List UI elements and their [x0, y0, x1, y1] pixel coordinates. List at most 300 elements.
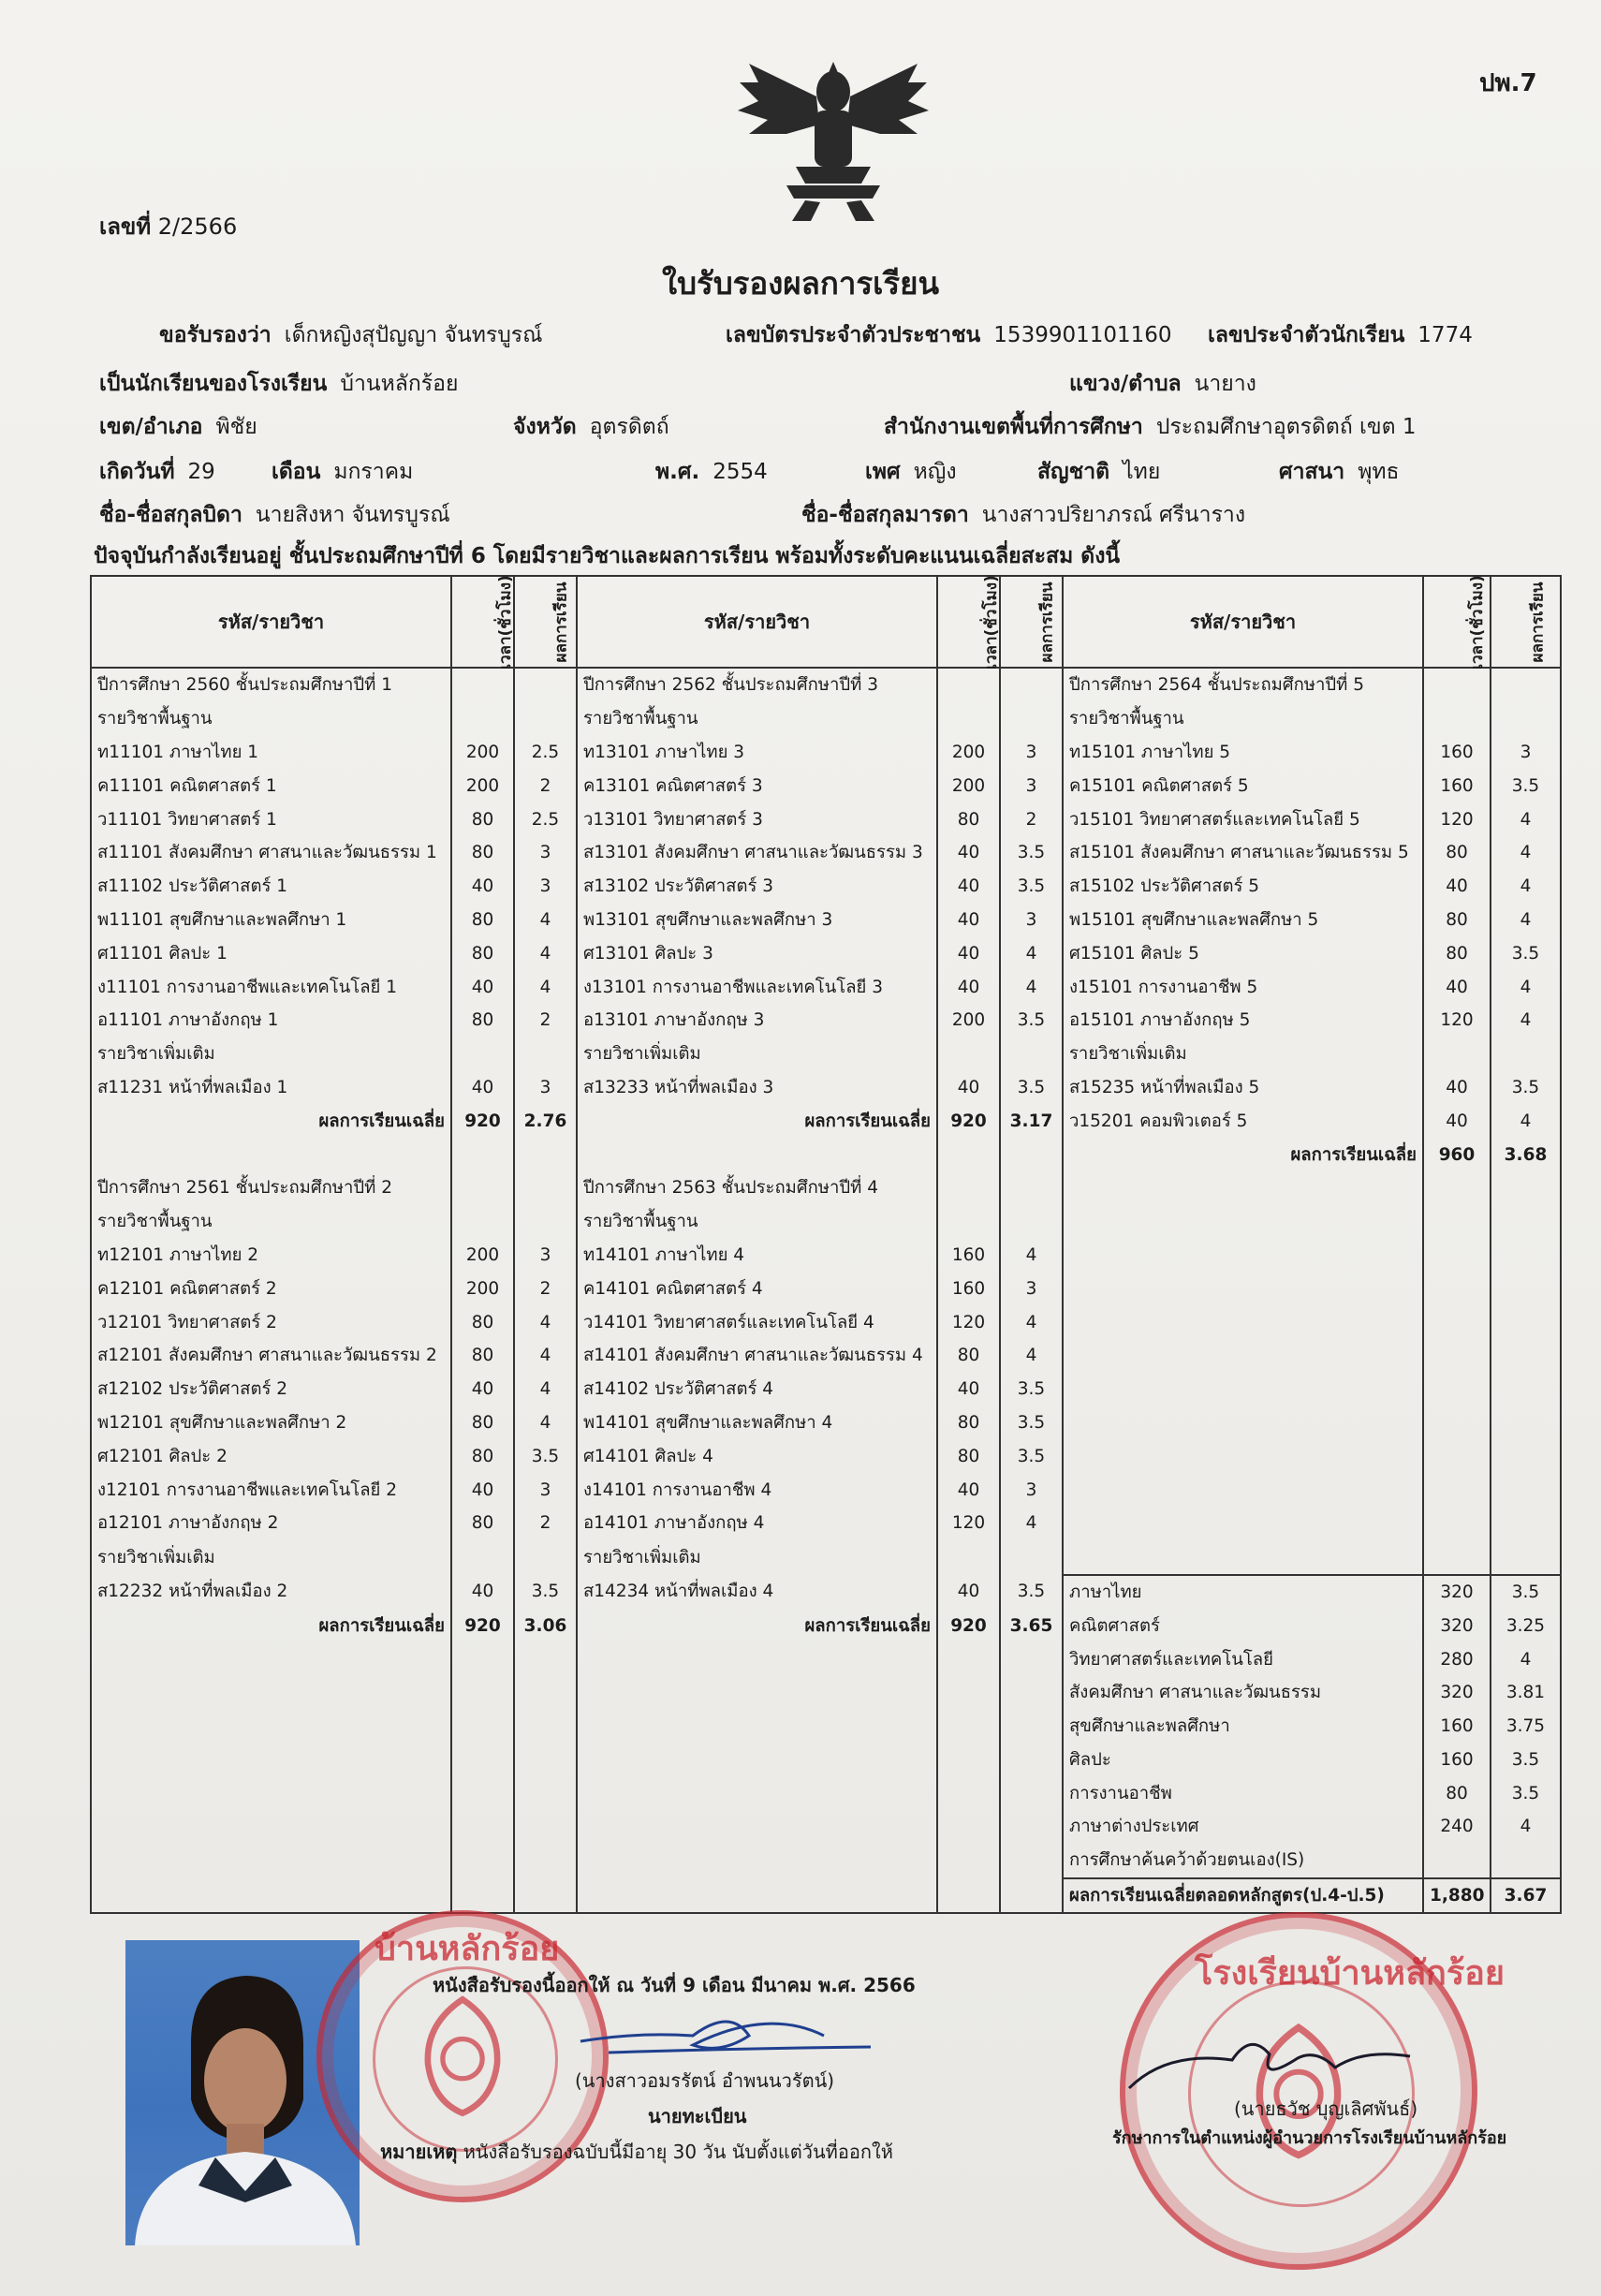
document-number: เลขที่ 2/2566 [99, 213, 238, 240]
hours-cell: 160 [1423, 769, 1491, 802]
hours-cell: 80 [451, 836, 514, 870]
subject-cell [1063, 1473, 1423, 1507]
hours-cell: 40 [937, 904, 1000, 937]
table-row [91, 1171, 1561, 1205]
table-row [91, 668, 1561, 702]
province-line: จังหวัด อุตรดิตถ์ [513, 415, 669, 439]
grade-cell: 4 [1491, 870, 1561, 904]
subject-cell: รายวิชาพื้นฐาน [577, 1205, 937, 1239]
left-stamp-text: บ้านหลักร้อย [375, 1930, 560, 1968]
grade-cell [514, 1710, 577, 1744]
grade-cell: 4 [514, 936, 577, 970]
grade-cell: 3.5 [1491, 1575, 1561, 1610]
hours-cell: 40 [1423, 1071, 1491, 1105]
director-name: (นายธวัช บุญเลิศพันธ์) [1234, 2097, 1418, 2120]
hours-cell [1423, 1373, 1491, 1406]
hours-cell: 240 [1423, 1810, 1491, 1844]
grade-cell [1000, 1844, 1063, 1878]
grade-cell [514, 1138, 577, 1171]
grade-cell: 2.76 [514, 1104, 577, 1138]
grade-cell: 4 [1491, 1810, 1561, 1844]
hours-cell [451, 1676, 514, 1710]
subject-cell [1063, 1406, 1423, 1440]
hours-cell [937, 1171, 1000, 1205]
col-grade-header: ผลการเรียน [1000, 576, 1063, 668]
subject-cell: ศ12101 ศิลปะ 2 [91, 1439, 451, 1473]
subject-cell: ท13101 ภาษาไทย 3 [577, 736, 937, 770]
office-line: สำนักงานเขตพื้นที่การศึกษา ประถมศึกษาอุตรดิตถ์ เขต 1 [884, 415, 1417, 439]
hours-cell [451, 1138, 514, 1171]
hours-cell [1423, 1473, 1491, 1507]
grade-cell: 4 [514, 1406, 577, 1440]
grade-cell [514, 1205, 577, 1239]
grade-cell [514, 1642, 577, 1676]
subject-cell: ผลการเรียนเฉลี่ย [577, 1104, 937, 1138]
table-row [91, 970, 1561, 1004]
hours-cell [451, 1776, 514, 1810]
grade-cell: 4 [514, 904, 577, 937]
grade-cell [1000, 1642, 1063, 1676]
subject-cell: ศ13101 ศิลปะ 3 [577, 936, 937, 970]
hours-cell: 200 [451, 1272, 514, 1305]
table-row [91, 1473, 1561, 1507]
subject-cell: รายวิชาพื้นฐาน [577, 702, 937, 736]
hours-cell [451, 1205, 514, 1239]
hours-cell: 160 [937, 1239, 1000, 1273]
hours-cell: 80 [451, 1406, 514, 1440]
subject-cell: ง15101 การงานอาชีพ 5 [1063, 970, 1423, 1004]
subject-cell: รายวิชาพื้นฐาน [91, 1205, 451, 1239]
grade-cell: 3.5 [1000, 1406, 1063, 1440]
subject-cell: ว14101 วิทยาศาสตร์และเทคโนโลยี 4 [577, 1305, 937, 1339]
subject-cell: รายวิชาเพิ่มเติม [91, 1038, 451, 1071]
grade-cell: 3 [514, 1239, 577, 1273]
hours-cell [937, 702, 1000, 736]
grade-cell: 3.5 [1000, 1575, 1063, 1610]
subject-cell: ภาษาไทย [1063, 1575, 1423, 1610]
subject-cell: อ14101 ภาษาอังกฤษ 4 [577, 1507, 937, 1540]
subject-cell [91, 1710, 451, 1744]
sex-line: เพศ หญิง [865, 460, 957, 484]
hours-cell: 40 [1423, 970, 1491, 1004]
table-row [91, 1406, 1561, 1440]
registrar-title: นายทะเบียน [648, 2105, 747, 2127]
subject-cell: ผลการเรียนเฉลี่ย [1063, 1138, 1423, 1171]
subject-cell: อ15101 ภาษาอังกฤษ 5 [1063, 1004, 1423, 1038]
grade-cell: 3.5 [1000, 1004, 1063, 1038]
subject-cell: พ13101 สุขศึกษาและพลศึกษา 3 [577, 904, 937, 937]
grade-cell: 2.5 [514, 802, 577, 836]
subject-cell [91, 1844, 451, 1878]
grade-cell: 4 [1491, 802, 1561, 836]
school-line: เป็นนักเรียนของโรงเรียน บ้านหลักร้อย [99, 372, 459, 396]
hours-cell: 80 [451, 1339, 514, 1373]
grade-cell: 2 [514, 1004, 577, 1038]
hours-cell: 200 [937, 769, 1000, 802]
subject-cell: ส11102 ประวัติศาสตร์ 1 [91, 870, 451, 904]
grade-cell [1000, 1171, 1063, 1205]
hours-cell: 920 [451, 1609, 514, 1642]
subject-cell: ส12232 หน้าที่พลเมือง 2 [91, 1575, 451, 1610]
hours-cell: 80 [451, 1004, 514, 1038]
grade-cell: 3.75 [1491, 1710, 1561, 1744]
hours-cell [451, 1810, 514, 1844]
subject-cell: สังคมศึกษา ศาสนาและวัฒนธรรม [1063, 1676, 1423, 1710]
grade-cell [1491, 1339, 1561, 1373]
grade-cell [1491, 1305, 1561, 1339]
intro-line: ปัจจุบันกำลังเรียนอยู่ ชั้นประถมศึกษาปีที่ 6 โดยมีรายวิชาและผลการเรียน พร้อมทั้งระดับคะแนนเฉลี่ยสะสม ดังนี้ [94, 544, 1121, 568]
subject-cell: ปีการศึกษา 2560 ชั้นประถมศึกษาปีที่ 1 [91, 668, 451, 702]
grade-cell: 3.5 [1491, 1776, 1561, 1810]
grade-cell [1000, 1710, 1063, 1744]
right-stamp-text: โรงเรียนบ้านหลักร้อย [1195, 1954, 1505, 1993]
grade-cell [1000, 1138, 1063, 1171]
grade-cell: 3.06 [514, 1609, 577, 1642]
grade-cell [514, 1844, 577, 1878]
grade-cell [1491, 1406, 1561, 1440]
subject-cell [1063, 1272, 1423, 1305]
hours-cell: 80 [937, 1439, 1000, 1473]
grade-cell: 4 [1000, 936, 1063, 970]
subject-cell: ผลการเรียนเฉลี่ย [577, 1609, 937, 1642]
hours-cell: 80 [451, 1507, 514, 1540]
subject-cell: ส14234 หน้าที่พลเมือง 4 [577, 1575, 937, 1610]
form-code: ปพ.7 [1479, 69, 1537, 97]
hours-cell [451, 702, 514, 736]
grade-cell: 3.5 [1000, 870, 1063, 904]
hours-cell: 40 [937, 836, 1000, 870]
grade-cell: 3.17 [1000, 1104, 1063, 1138]
hours-cell: 40 [451, 1071, 514, 1105]
hours-cell [937, 668, 1000, 702]
grade-cell: 4 [1491, 1642, 1561, 1676]
table-row [91, 1104, 1561, 1138]
hours-cell: 320 [1423, 1609, 1491, 1642]
subject-cell [577, 1642, 937, 1676]
subject-cell: ส14102 ประวัติศาสตร์ 4 [577, 1373, 937, 1406]
hours-cell [1423, 668, 1491, 702]
table-row [91, 1540, 1561, 1575]
subject-cell: ว15101 วิทยาศาสตร์และเทคโนโลยี 5 [1063, 802, 1423, 836]
district-line: เขต/อำเภอ พิชัย [99, 415, 257, 439]
hours-cell [937, 1776, 1000, 1810]
hours-cell: 80 [451, 904, 514, 937]
grade-cell: 2 [514, 1272, 577, 1305]
grade-cell: 3.81 [1491, 1676, 1561, 1710]
hours-cell: 40 [1423, 1104, 1491, 1138]
subject-cell: ส15102 ประวัติศาสตร์ 5 [1063, 870, 1423, 904]
subject-cell: พ15101 สุขศึกษาและพลศึกษา 5 [1063, 904, 1423, 937]
grade-cell: 3 [514, 1071, 577, 1105]
birth-day-line: เกิดวันที่ 29 [99, 460, 215, 484]
subject-cell: ว12101 วิทยาศาสตร์ 2 [91, 1305, 451, 1339]
table-row [91, 1305, 1561, 1339]
grade-cell: 4 [1000, 1305, 1063, 1339]
birth-month-line: เดือน มกราคม [272, 460, 414, 484]
table-row [91, 1507, 1561, 1540]
table-row [91, 870, 1561, 904]
hours-cell: 80 [451, 936, 514, 970]
hours-cell: 920 [451, 1104, 514, 1138]
hours-cell: 920 [937, 1104, 1000, 1138]
grade-cell: 4 [1491, 904, 1561, 937]
hours-cell: 120 [937, 1507, 1000, 1540]
hours-cell: 200 [451, 769, 514, 802]
grade-cell [1000, 1744, 1063, 1777]
grade-cell [1000, 1205, 1063, 1239]
subject-cell: ส15101 สังคมศึกษา ศาสนาและวัฒนธรรม 5 [1063, 836, 1423, 870]
hours-cell: 120 [1423, 802, 1491, 836]
hours-cell: 160 [937, 1272, 1000, 1305]
hours-cell: 40 [937, 936, 1000, 970]
grade-cell [1000, 1878, 1063, 1914]
hours-cell: 120 [937, 1305, 1000, 1339]
subject-cell [1063, 1171, 1423, 1205]
hours-cell: 40 [937, 970, 1000, 1004]
birth-year-line: พ.ศ. 2554 [655, 460, 768, 484]
hours-cell [937, 1540, 1000, 1575]
table-row [91, 1609, 1561, 1642]
hours-cell: 40 [937, 1373, 1000, 1406]
hours-cell [937, 1038, 1000, 1071]
grade-cell: 3 [1491, 736, 1561, 770]
table-row [91, 702, 1561, 736]
subject-cell: ปีการศึกษา 2563 ชั้นประถมศึกษาปีที่ 4 [577, 1171, 937, 1205]
hours-cell [451, 1540, 514, 1575]
hours-cell [1423, 1406, 1491, 1440]
hours-cell [1423, 1439, 1491, 1473]
hours-cell: 40 [1423, 870, 1491, 904]
grade-cell: 4 [1000, 1239, 1063, 1273]
table-row [91, 1575, 1561, 1610]
table-row [91, 1373, 1561, 1406]
grade-cell [1491, 668, 1561, 702]
subject-cell: รายวิชาเพิ่มเติม [577, 1038, 937, 1071]
grade-cell [514, 1540, 577, 1575]
grade-cell [514, 1676, 577, 1710]
subject-cell: ค15101 คณิตศาสตร์ 5 [1063, 769, 1423, 802]
subject-cell: ส15235 หน้าที่พลเมือง 5 [1063, 1071, 1423, 1105]
table-row [91, 1071, 1561, 1105]
subject-cell [577, 1744, 937, 1777]
subject-cell: วิทยาศาสตร์และเทคโนโลยี [1063, 1642, 1423, 1676]
subject-cell [577, 1844, 937, 1878]
subject-cell: ท14101 ภาษาไทย 4 [577, 1239, 937, 1273]
subject-cell [577, 1776, 937, 1810]
subject-cell [91, 1878, 451, 1914]
hours-cell: 80 [1423, 904, 1491, 937]
grade-cell: 3.5 [1491, 1744, 1561, 1777]
hours-cell: 80 [451, 802, 514, 836]
subject-cell: รายวิชาพื้นฐาน [91, 702, 451, 736]
subject-cell: ศ15101 ศิลปะ 5 [1063, 936, 1423, 970]
grade-cell [1491, 1507, 1561, 1540]
hours-cell: 200 [937, 1004, 1000, 1038]
grade-cell: 3.68 [1491, 1138, 1561, 1171]
hours-cell [1423, 1305, 1491, 1339]
national-id-line: เลขบัตรประจำตัวประชาชน 1539901101160 [726, 323, 1172, 347]
subject-cell: ผลการเรียนเฉลี่ย [91, 1609, 451, 1642]
subject-cell [1063, 1305, 1423, 1339]
subject-cell [577, 1878, 937, 1914]
table-row [91, 1676, 1561, 1710]
grade-cell: 3 [514, 870, 577, 904]
table-row [91, 1642, 1561, 1676]
subject-cell [1063, 1373, 1423, 1406]
hours-cell: 40 [937, 870, 1000, 904]
grade-cell: 3.5 [1000, 1373, 1063, 1406]
subject-cell [1063, 1439, 1423, 1473]
subject-cell: ค14101 คณิตศาสตร์ 4 [577, 1272, 937, 1305]
hours-cell: 80 [451, 1305, 514, 1339]
grade-cell [514, 1171, 577, 1205]
subject-cell [577, 1710, 937, 1744]
subject-cell: รายวิชาพื้นฐาน [1063, 702, 1423, 736]
hours-cell: 80 [937, 1339, 1000, 1373]
hours-cell: 40 [451, 1575, 514, 1610]
hours-cell: 40 [451, 870, 514, 904]
table-header [91, 576, 1561, 668]
subject-cell: พ14101 สุขศึกษาและพลศึกษา 4 [577, 1406, 937, 1440]
table-row [91, 1205, 1561, 1239]
subject-cell: ว15201 คอมพิวเตอร์ 5 [1063, 1104, 1423, 1138]
grade-cell: 4 [1000, 1339, 1063, 1373]
grade-cell: 4 [514, 1339, 577, 1373]
table-row [91, 769, 1561, 802]
grade-cell [514, 1878, 577, 1914]
subject-cell: ค11101 คณิตศาสตร์ 1 [91, 769, 451, 802]
grade-cell [1000, 1038, 1063, 1071]
hours-cell: 920 [937, 1609, 1000, 1642]
hours-cell: 40 [451, 970, 514, 1004]
subject-cell: ส12102 ประวัติศาสตร์ 2 [91, 1373, 451, 1406]
grade-cell [1491, 1171, 1561, 1205]
subject-cell: ส11231 หน้าที่พลเมือง 1 [91, 1071, 451, 1105]
grade-cell: 3.65 [1000, 1609, 1063, 1642]
hours-cell: 120 [1423, 1004, 1491, 1038]
subject-cell: ท12101 ภาษาไทย 2 [91, 1239, 451, 1273]
grade-cell [514, 1038, 577, 1071]
hours-cell: 320 [1423, 1676, 1491, 1710]
grade-cell: 4 [1000, 1507, 1063, 1540]
hours-cell [451, 1710, 514, 1744]
grade-cell [1491, 1540, 1561, 1575]
note-line: หมายเหตุ หนังสือรับรองฉบับนี้มีอายุ 30 วัน นับตั้งแต่วันที่ออกให้ [380, 2141, 893, 2163]
subject-cell: การงานอาชีพ [1063, 1776, 1423, 1810]
hours-cell [1423, 1171, 1491, 1205]
subject-cell: ส14101 สังคมศึกษา ศาสนาและวัฒนธรรม 4 [577, 1339, 937, 1373]
hours-cell [937, 1744, 1000, 1777]
grade-cell: 3 [514, 1473, 577, 1507]
hours-cell: 40 [937, 1473, 1000, 1507]
grade-cell: 3 [1000, 904, 1063, 937]
subject-cell: ค13101 คณิตศาสตร์ 3 [577, 769, 937, 802]
grade-cell: 4 [1491, 1104, 1561, 1138]
subject-cell: ศ11101 ศิลปะ 1 [91, 936, 451, 970]
subject-cell: พ12101 สุขศึกษาและพลศึกษา 2 [91, 1406, 451, 1440]
hours-cell [937, 1676, 1000, 1710]
subject-cell [577, 1138, 937, 1171]
subject-cell: ส12101 สังคมศึกษา ศาสนาและวัฒนธรรม 2 [91, 1339, 451, 1373]
subject-cell: พ11101 สุขศึกษาและพลศึกษา 1 [91, 904, 451, 937]
grade-cell: 3.5 [514, 1575, 577, 1610]
hours-cell [451, 1038, 514, 1071]
subject-cell [1063, 1507, 1423, 1540]
father-line: ชื่อ-ชื่อสกุลบิดา นายสิงหา จันทรบูรณ์ [99, 503, 450, 527]
subject-cell [91, 1642, 451, 1676]
student-name-line: ขอรับรองว่า เด็กหญิงสุปัญญา จันทรบูรณ์ [159, 323, 543, 347]
student-id-line: เลขประจำตัวนักเรียน 1774 [1208, 323, 1473, 347]
hours-cell [1423, 702, 1491, 736]
hours-cell: 40 [937, 1575, 1000, 1610]
table-row [91, 736, 1561, 770]
subject-cell: อ12101 ภาษาอังกฤษ 2 [91, 1507, 451, 1540]
grade-cell: 4 [1000, 970, 1063, 1004]
grade-cell: 3.5 [1491, 769, 1561, 802]
hours-cell [1423, 1038, 1491, 1071]
subject-cell: ส11101 สังคมศึกษา ศาสนาและวัฒนธรรม 1 [91, 836, 451, 870]
table-row [91, 1138, 1561, 1171]
grade-cell: 3 [1000, 736, 1063, 770]
grade-cell [1491, 702, 1561, 736]
table-row [91, 904, 1561, 937]
hours-cell: 1,880 [1423, 1878, 1491, 1914]
grade-cell: 2 [1000, 802, 1063, 836]
subject-cell [91, 1810, 451, 1844]
grade-cell: 3.5 [1000, 836, 1063, 870]
hours-cell: 80 [1423, 836, 1491, 870]
grade-cell [1491, 1239, 1561, 1273]
subject-cell [1063, 1205, 1423, 1239]
director-title: รักษาการในตำแหน่งผู้อำนวยการโรงเรียนบ้านหลักร้อย [1112, 2128, 1507, 2148]
subject-cell [91, 1776, 451, 1810]
grade-cell: 3 [1000, 769, 1063, 802]
grade-cell [1491, 1038, 1561, 1071]
subject-cell [91, 1744, 451, 1777]
grade-cell: 4 [514, 1373, 577, 1406]
table-row [91, 1038, 1561, 1071]
hours-cell: 320 [1423, 1575, 1491, 1610]
grade-cell: 4 [1491, 970, 1561, 1004]
subject-cell: ผลการเรียนเฉลี่ย [91, 1104, 451, 1138]
subject-cell: ปีการศึกษา 2562 ชั้นประถมศึกษาปีที่ 3 [577, 668, 937, 702]
table-row [91, 1810, 1561, 1844]
col-hours-header: เวลา(ชั่วโมง) [451, 576, 514, 668]
hours-cell: 40 [937, 1071, 1000, 1105]
subject-cell: รายวิชาเพิ่มเติม [577, 1540, 937, 1575]
subject-cell: ส13102 ประวัติศาสตร์ 3 [577, 870, 937, 904]
col-grade-header: ผลการเรียน [1491, 576, 1561, 668]
hours-cell: 80 [937, 802, 1000, 836]
grade-cell: 3.5 [1491, 936, 1561, 970]
hours-cell: 200 [937, 736, 1000, 770]
grade-cell: 3.5 [1000, 1439, 1063, 1473]
subject-cell: ปีการศึกษา 2564 ชั้นประถมศึกษาปีที่ 5 [1063, 668, 1423, 702]
grade-cell [1491, 1439, 1561, 1473]
table-row [91, 1776, 1561, 1810]
subject-cell: ศิลปะ [1063, 1744, 1423, 1777]
hours-cell: 960 [1423, 1138, 1491, 1171]
hours-cell [1423, 1272, 1491, 1305]
grade-cell: 3.5 [1000, 1071, 1063, 1105]
grade-cell [1000, 668, 1063, 702]
subject-cell [577, 1810, 937, 1844]
table-row [91, 802, 1561, 836]
hours-cell [451, 1844, 514, 1878]
hours-cell [451, 1744, 514, 1777]
subject-cell [91, 1138, 451, 1171]
grade-cell: 3 [1000, 1473, 1063, 1507]
